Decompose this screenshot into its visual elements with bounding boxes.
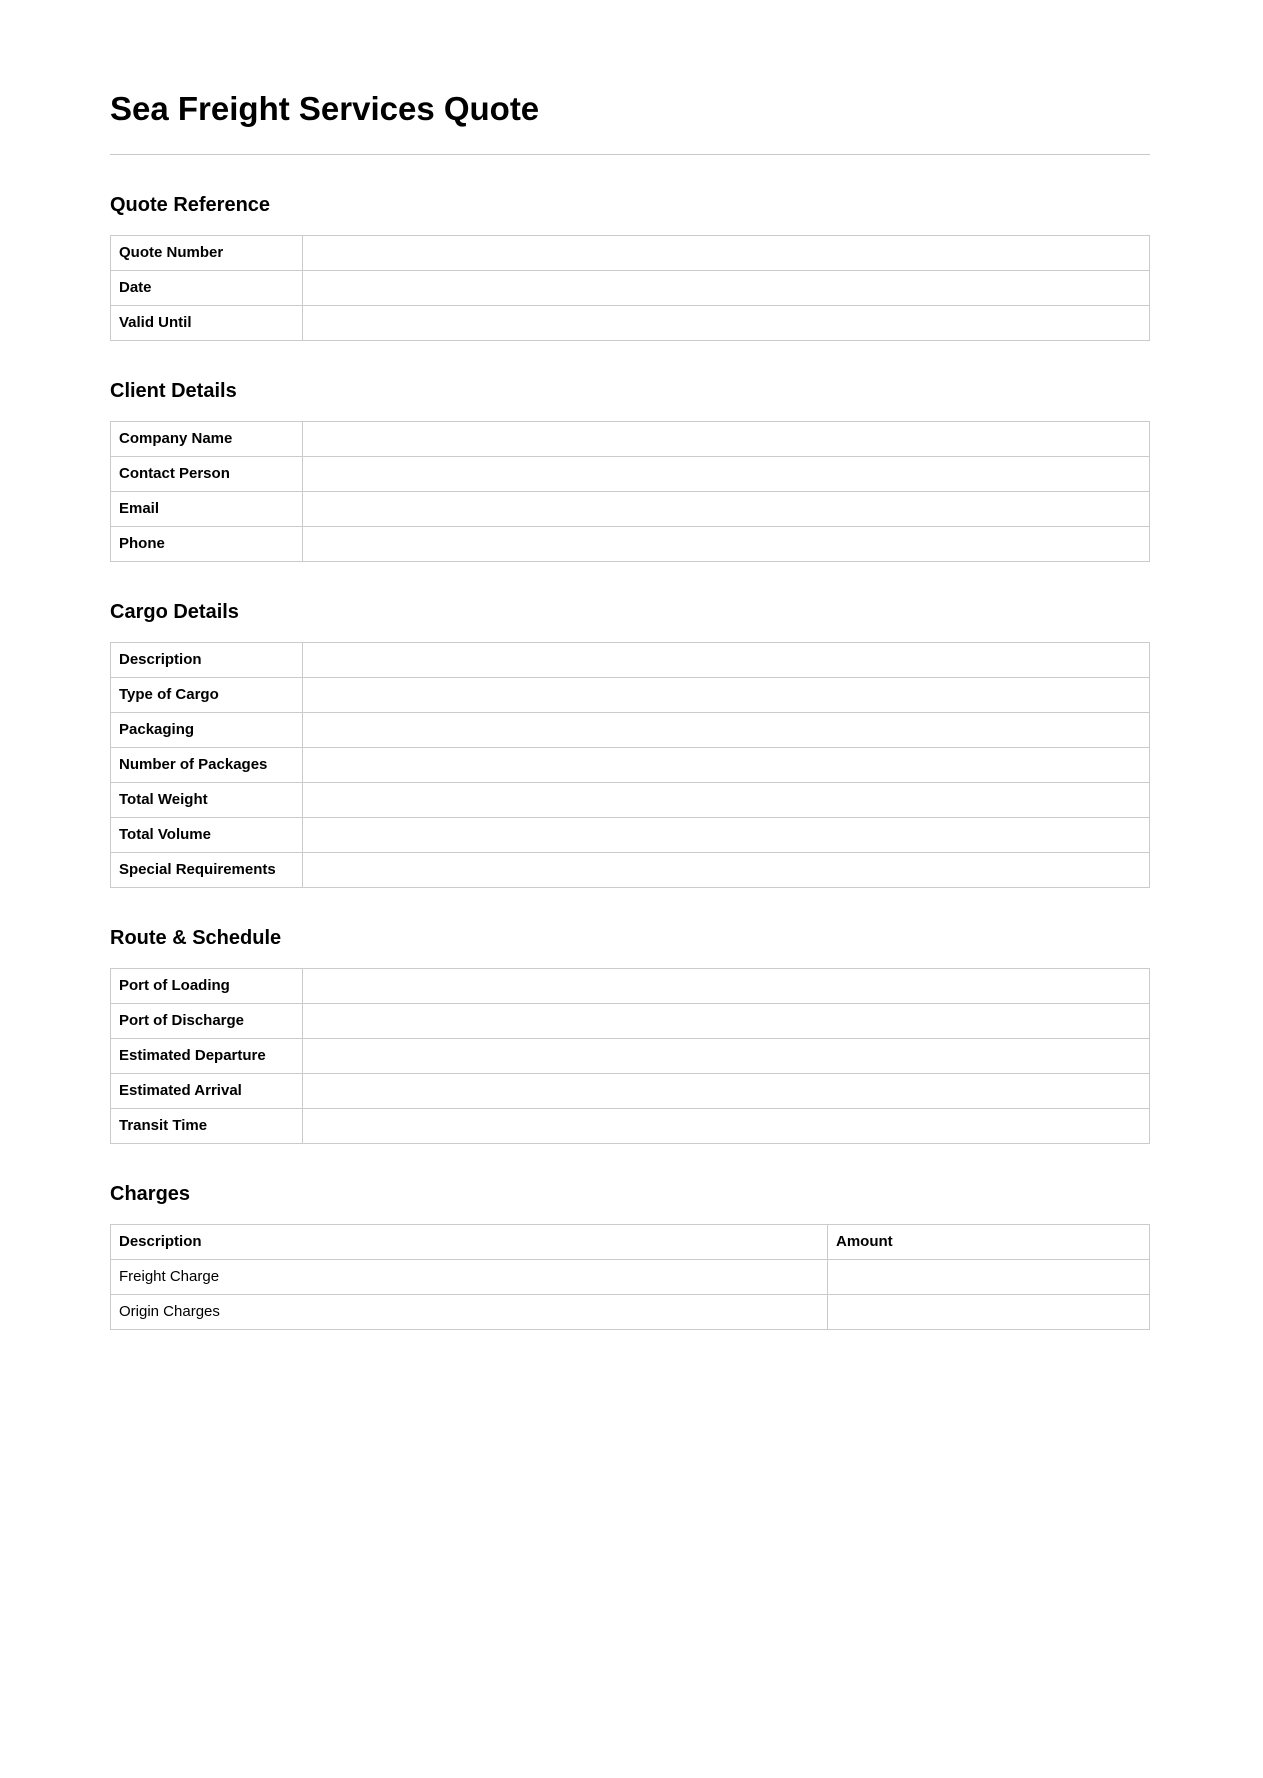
section-quote-reference — [110, 193, 1150, 341]
title-divider — [110, 154, 1150, 155]
table-row — [111, 527, 1150, 562]
table-row — [111, 236, 1150, 271]
field-value — [303, 643, 1150, 678]
page-title: Sea Freight Services Quote — [110, 90, 540, 127]
field-value — [303, 818, 1150, 853]
section-client-details — [110, 379, 1150, 562]
field-value — [303, 678, 1150, 713]
field-label: Estimated Arrival — [111, 1074, 303, 1109]
field-value — [303, 1109, 1150, 1144]
section-cargo-details — [110, 600, 1150, 888]
field-value — [303, 853, 1150, 888]
table-row — [111, 1039, 1150, 1074]
charge-description: Freight Charge — [111, 1260, 828, 1295]
field-value — [303, 306, 1150, 341]
charge-amount — [828, 1260, 1150, 1295]
client-details-table — [110, 421, 1150, 562]
table-row — [111, 853, 1150, 888]
field-label: Port of Loading — [111, 969, 303, 1004]
table-row — [111, 492, 1150, 527]
table-row — [111, 713, 1150, 748]
section-charges — [110, 1182, 1150, 1330]
field-label: Port of Discharge — [111, 1004, 303, 1039]
section-heading: Client Details — [110, 380, 237, 402]
field-label: Valid Until — [111, 306, 303, 341]
field-value — [303, 1004, 1150, 1039]
field-label: Quote Number — [111, 236, 303, 271]
table-row — [111, 1004, 1150, 1039]
section-heading: Cargo Details — [110, 601, 239, 623]
table-row — [111, 643, 1150, 678]
field-value — [303, 969, 1150, 1004]
section-route-schedule — [110, 926, 1150, 1144]
field-value — [303, 492, 1150, 527]
field-label: Phone — [111, 527, 303, 562]
table-row — [111, 969, 1150, 1004]
field-label: Email — [111, 492, 303, 527]
charges-table — [110, 1224, 1150, 1330]
field-label: Description — [111, 643, 303, 678]
charge-amount — [828, 1295, 1150, 1330]
table-row — [111, 1074, 1150, 1109]
field-value — [303, 713, 1150, 748]
field-value — [303, 527, 1150, 562]
field-label: Company Name — [111, 422, 303, 457]
table-row — [111, 818, 1150, 853]
quote-reference-table — [110, 235, 1150, 341]
field-label: Type of Cargo — [111, 678, 303, 713]
column-header-description: Description — [111, 1225, 828, 1260]
field-value — [303, 457, 1150, 492]
column-header-amount: Amount — [828, 1225, 1150, 1260]
field-label: Special Requirements — [111, 853, 303, 888]
charge-description: Origin Charges — [111, 1295, 828, 1330]
section-heading: Charges — [110, 1183, 191, 1205]
table-row — [111, 783, 1150, 818]
field-value — [303, 748, 1150, 783]
field-label: Contact Person — [111, 457, 303, 492]
field-value — [303, 236, 1150, 271]
field-label: Transit Time — [111, 1109, 303, 1144]
field-value — [303, 1039, 1150, 1074]
field-value — [303, 422, 1150, 457]
charges-row — [111, 1295, 1150, 1330]
charges-header-row — [111, 1225, 1150, 1260]
table-row — [111, 457, 1150, 492]
field-label: Number of Packages — [111, 748, 303, 783]
field-value — [303, 271, 1150, 306]
charges-row — [111, 1260, 1150, 1295]
field-label: Date — [111, 271, 303, 306]
field-label: Estimated Departure — [111, 1039, 303, 1074]
field-value — [303, 783, 1150, 818]
cargo-details-table — [110, 642, 1150, 888]
table-row — [111, 748, 1150, 783]
table-row — [111, 1109, 1150, 1144]
table-row — [111, 422, 1150, 457]
field-label: Total Volume — [111, 818, 303, 853]
section-heading: Quote Reference — [110, 194, 271, 216]
table-row — [111, 271, 1150, 306]
field-label: Total Weight — [111, 783, 303, 818]
section-heading: Route & Schedule — [110, 927, 282, 949]
table-row — [111, 306, 1150, 341]
field-label: Packaging — [111, 713, 303, 748]
field-value — [303, 1074, 1150, 1109]
table-row — [111, 678, 1150, 713]
route-schedule-table — [110, 968, 1150, 1144]
